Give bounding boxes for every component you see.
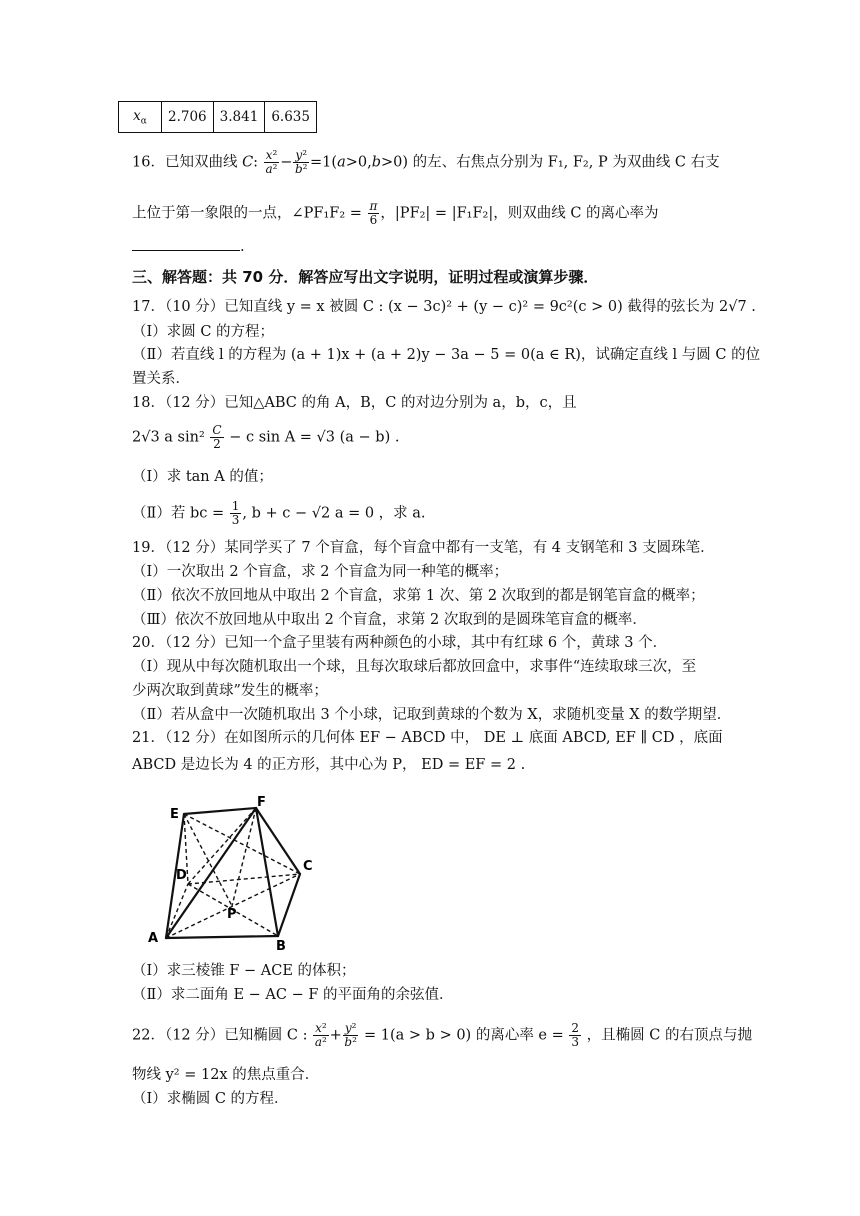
- q17-line4: 置关系．: [132, 371, 190, 387]
- q19-line1: 19．（12 分）某同学买了 7 个盲盒，每个盲盒中都有一支笔，有 4 支钢笔和 3 支圆珠笔．: [132, 540, 715, 556]
- label-b: B: [276, 939, 286, 952]
- fraction-y2b2: $\frac{\text{y²}}{\text{b²}}$: [344, 1021, 357, 1049]
- fraction-pi-6: $\frac{\pi}{6}$: [369, 199, 378, 227]
- label-f: F: [257, 795, 266, 810]
- q22-line3: （Ⅰ）求椭圆 C 的方程．: [132, 1091, 289, 1107]
- q19-line4: （Ⅲ）依次不放回地从中取出 2 个盲盒，求第 2 次取到的是圆珠笔盲盒的概率．: [132, 612, 647, 628]
- q21-line1: 21．（12 分）在如图所示的几何体 EF − ABCD 中， DE ⊥ 底面 ABCD, EF ∥ CD ，底面: [132, 730, 723, 746]
- q18-line1: 18．（12 分）已知△ABC 的角 A，B，C 的对边分别为 a，b，c，且: [132, 395, 577, 411]
- q18-line3: （Ⅰ）求 tan A 的值；: [132, 469, 273, 485]
- q16-line2: [132, 200, 659, 227]
- q22-line1: 22．（12 分）已知椭圆 C : $\frac{\text{x²}}{\text{a²}}$ + $\frac{\text{y²}}{\text{b²}}$ = 1(a > b > 0) 的离心率 e = $\frac{2}{3}$ ，且椭圆 C 的右顶点与抛: [132, 1021, 752, 1049]
- q18-text: 2√3 a sin²: [132, 429, 210, 446]
- q16-text: ，|PF₂| = |F₁F₂|，则双曲线 C 的离心率为: [380, 205, 659, 222]
- q17-line3: （Ⅱ）若直线 l 的方程为 (a + 1)x + (a + 2)y − 3a − 5 = 0(a ∈ R)，试确定直线 l 与圆 C 的位: [132, 347, 761, 363]
- alpha-subscript: α: [140, 116, 147, 127]
- geometry-figure: [140, 792, 340, 952]
- q20-line3: 少两次取到黄球”发生的概率；: [132, 683, 328, 699]
- label-p: P: [227, 907, 237, 922]
- q22-text: ，且椭圆 C 的右顶点与抛: [582, 1027, 752, 1044]
- label-d: D: [176, 868, 187, 883]
- edge-fd: [188, 808, 256, 884]
- section-header: 三、解答题：共 70 分．解答应写出文字说明，证明过程或演算步骤．: [132, 268, 599, 286]
- q16-text: 上位于第一象限的一点，∠PF₁F₂ =: [132, 205, 367, 222]
- q19-line3: （Ⅱ）依次不放回地从中取出 2 个盲盒，求第 1 次、第 2 次取到的都是钢笔盲盒的概率；: [132, 588, 705, 604]
- q18-text: − c sin A = √3 (a − b) .: [224, 429, 400, 446]
- q16-text: 16．已知双曲线: [132, 154, 243, 171]
- q17-line1: 17．（10 分）已知直线 y = x 被圆 C : (x − 3c)² + (y − c)² = 9c²(c > 0) 截得的弦长为 2√7 .: [132, 299, 756, 315]
- edge-ab: [166, 936, 278, 938]
- table-cell: 6.635: [265, 102, 317, 133]
- q21-line2: ABCD 是边长为 4 的正方形，其中心为 P， ED = EF = 2 .: [132, 757, 526, 773]
- q17-line2: （Ⅰ）求圆 C 的方程；: [132, 324, 275, 340]
- q18-line2: [132, 424, 399, 451]
- table-cell: 2.706: [162, 102, 214, 133]
- fraction-1-3: $\frac{1}{3}$: [231, 499, 240, 527]
- q18-line4: [132, 500, 426, 527]
- fraction-x2a2: $\frac{\text{x²}}{\text{a²}}$: [314, 1021, 327, 1049]
- table-head-cell: [119, 102, 162, 133]
- q18-text: , b + c − √2 a = 0 ，求 a.: [242, 505, 426, 522]
- q16-line1: 16．已知双曲线 C: $\frac{\text{x²}}{\text{a²}}$ − $\frac{\text{y²}}{\text{b²}}$ =1(a>0,b>0) 的左、右焦点分别为 F₁, F₂, P 为双曲线 C 右支: [132, 148, 720, 176]
- fraction-x2a2: $\frac{\text{x²}}{\text{a²}}$: [265, 148, 278, 176]
- label-c: C: [303, 859, 313, 874]
- table-cell: 3.841: [213, 102, 265, 133]
- q21-line4: （Ⅱ）求二面角 E − AC − F 的平面角的余弦值．: [132, 987, 454, 1003]
- q21-line3: （Ⅰ）求三棱锥 F − ACE 的体积；: [132, 963, 356, 979]
- q22-text: = 1(a > b > 0) 的离心率 e =: [359, 1027, 569, 1044]
- q18-text: （Ⅱ）若 bc =: [132, 505, 229, 522]
- q22-line2: 物线 y² = 12x 的焦点重合．: [132, 1067, 320, 1083]
- fraction-2-3: $\frac{2}{3}$: [571, 1021, 580, 1049]
- label-e: E: [170, 807, 179, 822]
- q22-text: 22．（12 分）已知椭圆 C :: [132, 1027, 313, 1044]
- edge-ep: [184, 814, 232, 906]
- q19-line2: （Ⅰ）一次取出 2 个盲盒，求 2 个盲盒为同一种笔的概率；: [132, 564, 509, 580]
- critical-value-table: [118, 101, 317, 133]
- xalpha-symbol: x: [133, 107, 141, 124]
- q20-line1: 20．（12 分）已知一个盒子里装有两种颜色的小球，其中有红球 6 个，黄球 3 个．: [132, 635, 668, 651]
- fraction-y2b2: $\frac{\text{y²}}{\text{b²}}$: [294, 148, 308, 176]
- q16-text: 的左、右焦点分别为 F₁, F₂, P 为双曲线 C 右支: [408, 154, 720, 171]
- q20-line4: （Ⅱ）若从盒中一次随机取出 3 个小球，记取到黄球的个数为 X，求随机变量 X 的数学期望．: [132, 707, 732, 723]
- fraction-c-2: $\frac{C}{2}$: [212, 423, 222, 451]
- label-a: A: [148, 931, 159, 946]
- q16-answer-blank: .: [132, 236, 245, 258]
- edge-ef: [184, 808, 256, 814]
- q20-line2: （Ⅰ）现从中每次随机取出一个球，且每次取球后都放回盒中，求事件“连续取球三次，至: [132, 659, 697, 675]
- edge-fp: [232, 808, 256, 906]
- edge-fb: [256, 808, 278, 936]
